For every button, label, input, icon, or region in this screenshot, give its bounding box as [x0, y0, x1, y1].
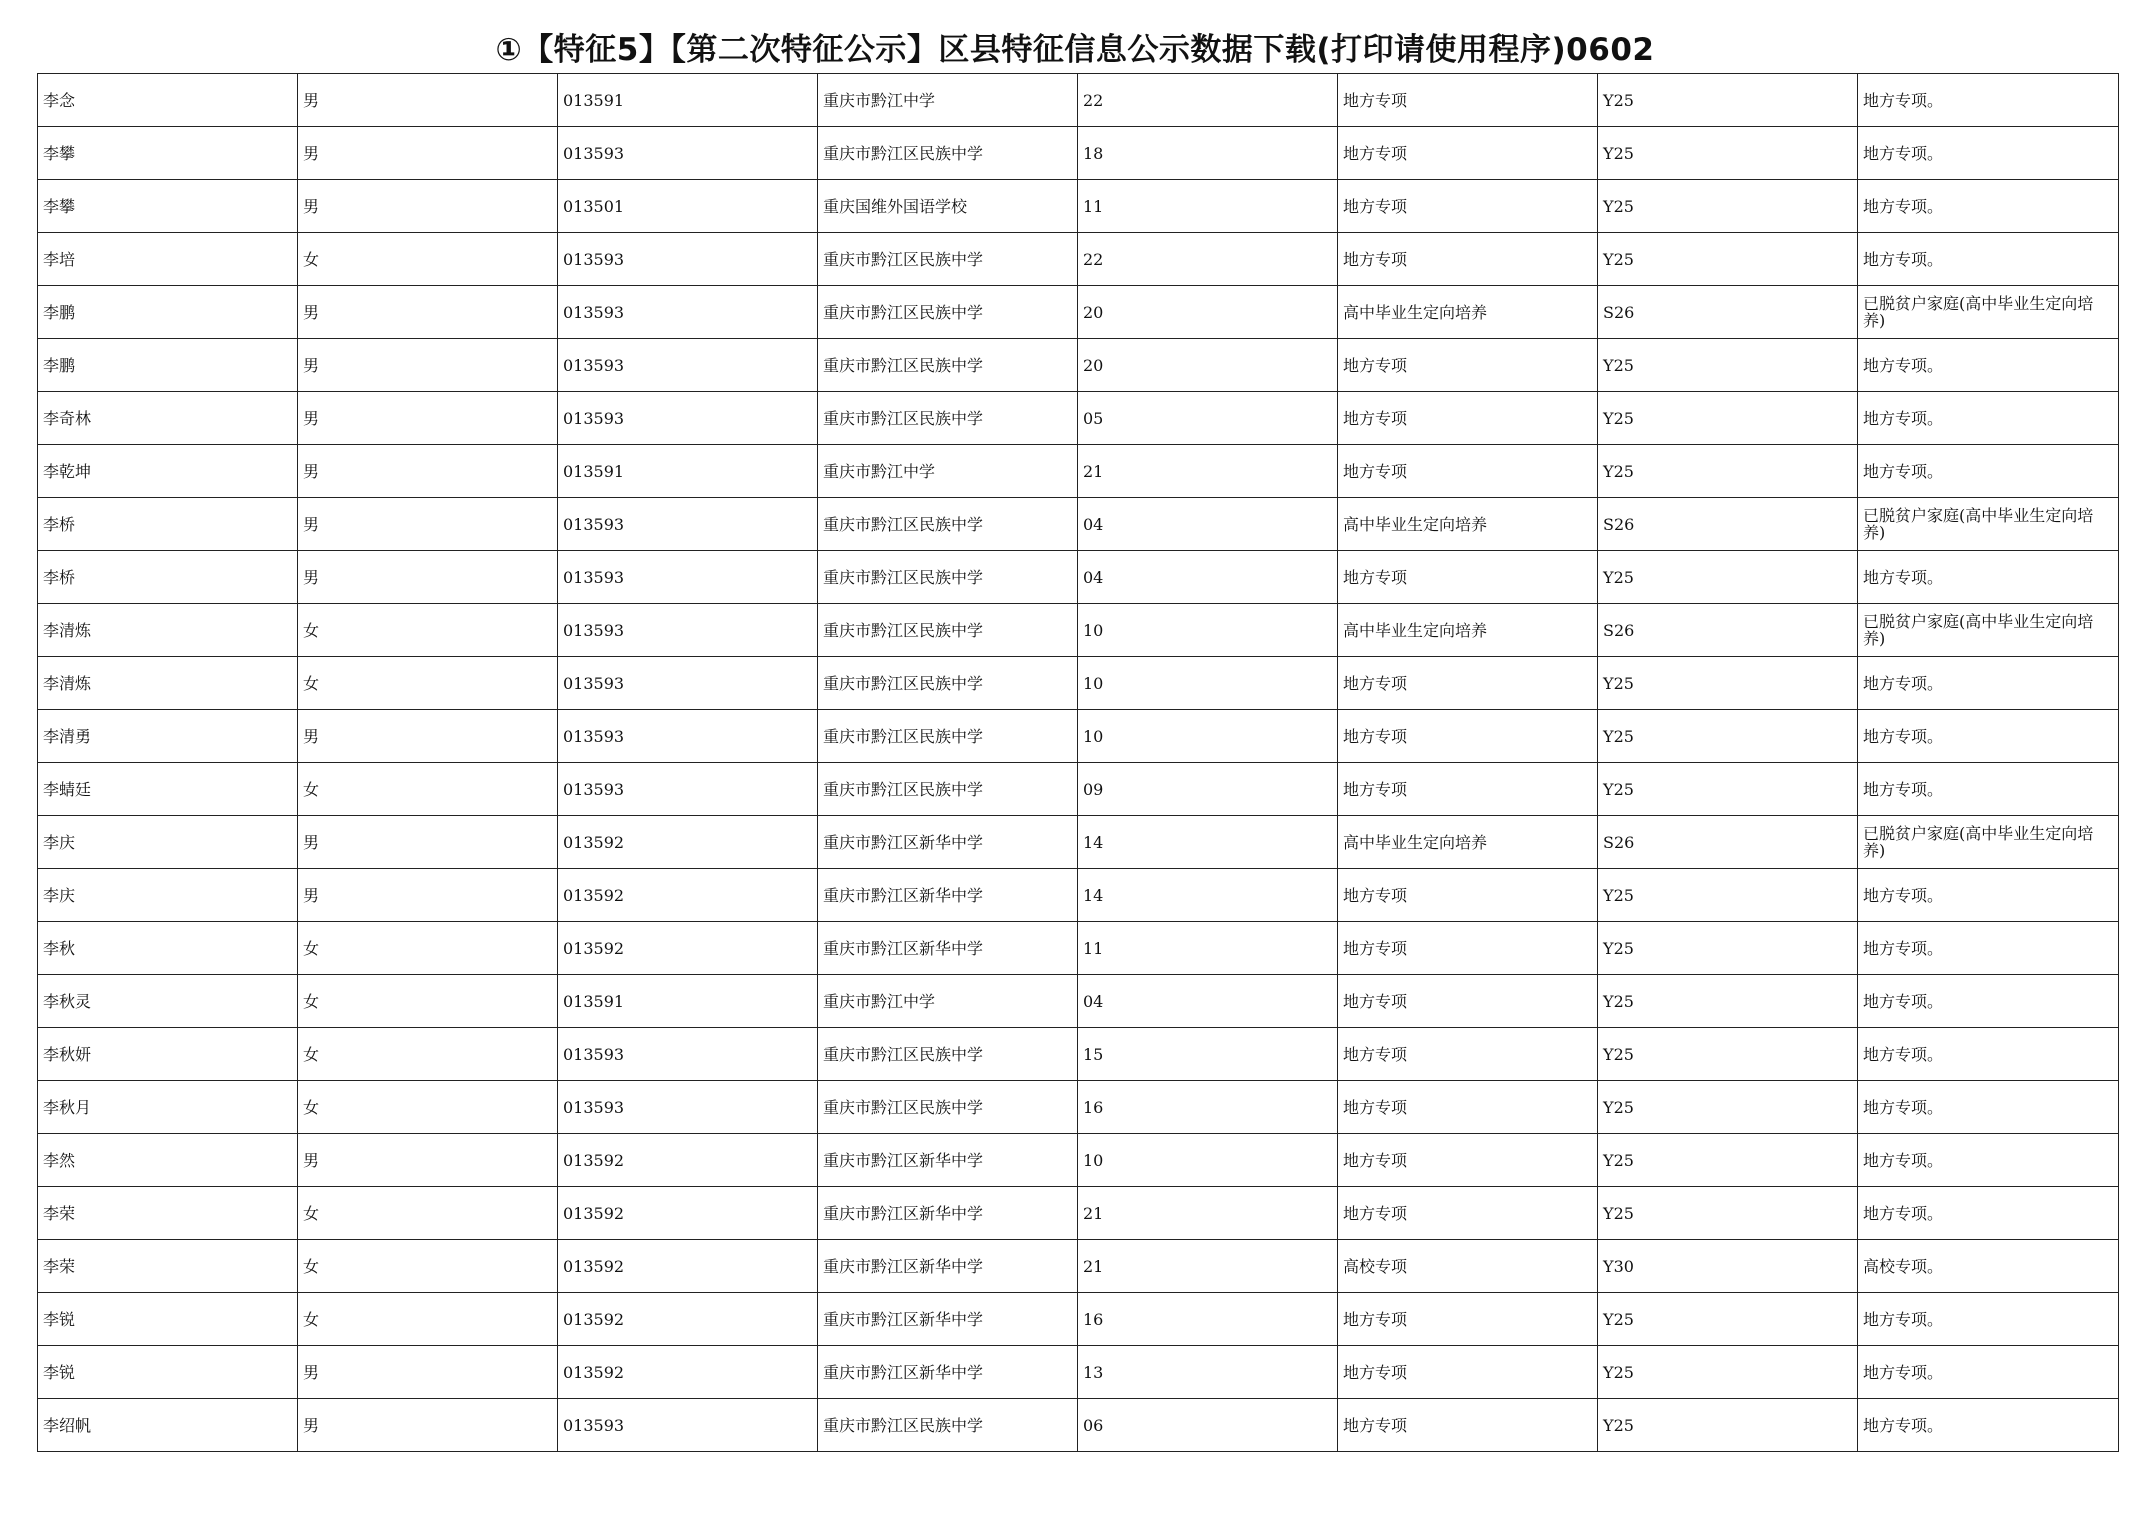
category-code-cell: Y25 — [1598, 922, 1858, 975]
class-cell: 10 — [1078, 1134, 1338, 1187]
gender-cell: 女 — [298, 657, 558, 710]
name-cell: 李庆 — [38, 869, 298, 922]
name-cell: 李锐 — [38, 1346, 298, 1399]
category-cell: 地方专项 — [1338, 339, 1598, 392]
category-code-cell: Y25 — [1598, 1187, 1858, 1240]
category-cell: 高中毕业生定向培养 — [1338, 286, 1598, 339]
category-cell: 高中毕业生定向培养 — [1338, 498, 1598, 551]
category-code-cell: S26 — [1598, 816, 1858, 869]
school-name-cell: 重庆市黔江区新华中学 — [818, 869, 1078, 922]
name-cell: 李鹏 — [38, 286, 298, 339]
category-code-cell: Y25 — [1598, 1293, 1858, 1346]
table-row — [38, 657, 2119, 710]
school-code-cell: 013592 — [558, 1346, 818, 1399]
category-cell: 地方专项 — [1338, 763, 1598, 816]
remark-cell: 地方专项。 — [1858, 1134, 2119, 1187]
class-cell: 20 — [1078, 286, 1338, 339]
category-code-cell: Y25 — [1598, 657, 1858, 710]
table-row — [38, 1399, 2119, 1452]
school-code-cell: 013593 — [558, 233, 818, 286]
school-code-cell: 013591 — [558, 975, 818, 1028]
table-row — [38, 498, 2119, 551]
category-cell: 地方专项 — [1338, 127, 1598, 180]
category-code-cell: Y25 — [1598, 233, 1858, 286]
school-name-cell: 重庆市黔江区民族中学 — [818, 551, 1078, 604]
school-code-cell: 013593 — [558, 498, 818, 551]
remark-cell: 已脱贫户家庭(高中毕业生定向培养) — [1858, 286, 2119, 339]
remark-cell: 地方专项。 — [1858, 1399, 2119, 1452]
category-code-cell: Y25 — [1598, 1399, 1858, 1452]
school-code-cell: 013592 — [558, 1187, 818, 1240]
gender-cell: 女 — [298, 1028, 558, 1081]
name-cell: 李桥 — [38, 498, 298, 551]
name-cell: 李桥 — [38, 551, 298, 604]
category-code-cell: Y30 — [1598, 1240, 1858, 1293]
category-code-cell: Y25 — [1598, 339, 1858, 392]
school-code-cell: 013501 — [558, 180, 818, 233]
remark-cell: 地方专项。 — [1858, 657, 2119, 710]
school-code-cell: 013591 — [558, 74, 818, 127]
class-cell: 14 — [1078, 869, 1338, 922]
category-code-cell: Y25 — [1598, 1028, 1858, 1081]
remark-cell: 地方专项。 — [1858, 445, 2119, 498]
gender-cell: 女 — [298, 604, 558, 657]
table-row — [38, 1346, 2119, 1399]
table-row — [38, 922, 2119, 975]
table-row — [38, 1293, 2119, 1346]
class-cell: 21 — [1078, 445, 1338, 498]
remark-cell: 地方专项。 — [1858, 922, 2119, 975]
gender-cell: 女 — [298, 1081, 558, 1134]
gender-cell: 男 — [298, 180, 558, 233]
category-code-cell: Y25 — [1598, 1081, 1858, 1134]
table-row — [38, 816, 2119, 869]
table-row — [38, 445, 2119, 498]
class-cell: 16 — [1078, 1293, 1338, 1346]
name-cell: 李奇林 — [38, 392, 298, 445]
category-cell: 地方专项 — [1338, 1293, 1598, 1346]
school-code-cell: 013593 — [558, 657, 818, 710]
remark-cell: 地方专项。 — [1858, 127, 2119, 180]
name-cell: 李秋 — [38, 922, 298, 975]
name-cell: 李庆 — [38, 816, 298, 869]
category-cell: 高校专项 — [1338, 1240, 1598, 1293]
school-name-cell: 重庆市黔江区民族中学 — [818, 286, 1078, 339]
school-code-cell: 013592 — [558, 869, 818, 922]
school-name-cell: 重庆市黔江区新华中学 — [818, 816, 1078, 869]
school-name-cell: 重庆市黔江区民族中学 — [818, 498, 1078, 551]
class-cell: 05 — [1078, 392, 1338, 445]
school-code-cell: 013592 — [558, 1293, 818, 1346]
category-cell: 地方专项 — [1338, 1346, 1598, 1399]
gender-cell: 男 — [298, 74, 558, 127]
category-code-cell: Y25 — [1598, 763, 1858, 816]
remark-cell: 地方专项。 — [1858, 869, 2119, 922]
school-name-cell: 重庆市黔江区民族中学 — [818, 233, 1078, 286]
table-body — [38, 74, 2119, 1452]
table-row — [38, 1081, 2119, 1134]
gender-cell: 女 — [298, 922, 558, 975]
school-name-cell: 重庆市黔江区民族中学 — [818, 1399, 1078, 1452]
class-cell: 04 — [1078, 975, 1338, 1028]
gender-cell: 男 — [298, 339, 558, 392]
category-code-cell: Y25 — [1598, 392, 1858, 445]
school-code-cell: 013593 — [558, 763, 818, 816]
table-row — [38, 604, 2119, 657]
school-name-cell: 重庆国维外国语学校 — [818, 180, 1078, 233]
class-cell: 11 — [1078, 922, 1338, 975]
class-cell: 09 — [1078, 763, 1338, 816]
remark-cell: 地方专项。 — [1858, 1293, 2119, 1346]
table-row — [38, 869, 2119, 922]
category-cell: 地方专项 — [1338, 551, 1598, 604]
school-code-cell: 013593 — [558, 127, 818, 180]
school-code-cell: 013592 — [558, 1134, 818, 1187]
school-code-cell: 013593 — [558, 392, 818, 445]
category-code-cell: Y25 — [1598, 869, 1858, 922]
remark-cell: 已脱贫户家庭(高中毕业生定向培养) — [1858, 816, 2119, 869]
category-cell: 地方专项 — [1338, 1134, 1598, 1187]
school-name-cell: 重庆市黔江区新华中学 — [818, 1293, 1078, 1346]
category-cell: 地方专项 — [1338, 1028, 1598, 1081]
gender-cell: 男 — [298, 869, 558, 922]
class-cell: 22 — [1078, 233, 1338, 286]
category-cell: 高中毕业生定向培养 — [1338, 816, 1598, 869]
school-code-cell: 013592 — [558, 1240, 818, 1293]
class-cell: 21 — [1078, 1240, 1338, 1293]
category-code-cell: Y25 — [1598, 1134, 1858, 1187]
table-row — [38, 1240, 2119, 1293]
gender-cell: 男 — [298, 1134, 558, 1187]
class-cell: 22 — [1078, 74, 1338, 127]
name-cell: 李锐 — [38, 1293, 298, 1346]
school-name-cell: 重庆市黔江区新华中学 — [818, 1240, 1078, 1293]
category-code-cell: Y25 — [1598, 975, 1858, 1028]
class-cell: 11 — [1078, 180, 1338, 233]
name-cell: 李乾坤 — [38, 445, 298, 498]
class-cell: 18 — [1078, 127, 1338, 180]
remark-cell: 已脱贫户家庭(高中毕业生定向培养) — [1858, 604, 2119, 657]
category-code-cell: S26 — [1598, 604, 1858, 657]
name-cell: 李秋妍 — [38, 1028, 298, 1081]
category-code-cell: Y25 — [1598, 74, 1858, 127]
category-code-cell: Y25 — [1598, 1346, 1858, 1399]
school-name-cell: 重庆市黔江区新华中学 — [818, 1187, 1078, 1240]
school-name-cell: 重庆市黔江中学 — [818, 445, 1078, 498]
remark-cell: 地方专项。 — [1858, 710, 2119, 763]
class-cell: 04 — [1078, 551, 1338, 604]
table-row — [38, 339, 2119, 392]
gender-cell: 女 — [298, 1293, 558, 1346]
gender-cell: 男 — [298, 498, 558, 551]
remark-cell: 地方专项。 — [1858, 392, 2119, 445]
category-cell: 地方专项 — [1338, 1081, 1598, 1134]
table-row — [38, 1134, 2119, 1187]
name-cell: 李清炼 — [38, 657, 298, 710]
gender-cell: 男 — [298, 1346, 558, 1399]
gender-cell: 男 — [298, 127, 558, 180]
remark-cell: 地方专项。 — [1858, 1028, 2119, 1081]
school-code-cell: 013593 — [558, 339, 818, 392]
class-cell: 10 — [1078, 710, 1338, 763]
name-cell: 李荣 — [38, 1240, 298, 1293]
name-cell: 李攀 — [38, 127, 298, 180]
school-name-cell: 重庆市黔江中学 — [818, 74, 1078, 127]
class-cell: 10 — [1078, 604, 1338, 657]
name-cell: 李清炼 — [38, 604, 298, 657]
table-row — [38, 551, 2119, 604]
category-cell: 地方专项 — [1338, 975, 1598, 1028]
school-code-cell: 013593 — [558, 1081, 818, 1134]
gender-cell: 女 — [298, 975, 558, 1028]
class-cell: 21 — [1078, 1187, 1338, 1240]
name-cell: 李清勇 — [38, 710, 298, 763]
category-cell: 地方专项 — [1338, 445, 1598, 498]
class-cell: 15 — [1078, 1028, 1338, 1081]
category-cell: 地方专项 — [1338, 922, 1598, 975]
gender-cell: 男 — [298, 445, 558, 498]
class-cell: 04 — [1078, 498, 1338, 551]
table-row — [38, 975, 2119, 1028]
category-code-cell: Y25 — [1598, 445, 1858, 498]
school-name-cell: 重庆市黔江区民族中学 — [818, 392, 1078, 445]
school-name-cell: 重庆市黔江区新华中学 — [818, 922, 1078, 975]
name-cell: 李念 — [38, 74, 298, 127]
category-cell: 地方专项 — [1338, 180, 1598, 233]
school-name-cell: 重庆市黔江区民族中学 — [818, 339, 1078, 392]
remark-cell: 地方专项。 — [1858, 1346, 2119, 1399]
category-cell: 地方专项 — [1338, 710, 1598, 763]
school-code-cell: 013593 — [558, 1028, 818, 1081]
school-name-cell: 重庆市黔江区民族中学 — [818, 1081, 1078, 1134]
category-cell: 地方专项 — [1338, 1187, 1598, 1240]
table-row — [38, 74, 2119, 127]
class-cell: 13 — [1078, 1346, 1338, 1399]
category-cell: 地方专项 — [1338, 74, 1598, 127]
gender-cell: 女 — [298, 1240, 558, 1293]
school-code-cell: 013593 — [558, 1399, 818, 1452]
category-code-cell: S26 — [1598, 286, 1858, 339]
name-cell: 李绍帆 — [38, 1399, 298, 1452]
name-cell: 李然 — [38, 1134, 298, 1187]
remark-cell: 地方专项。 — [1858, 975, 2119, 1028]
school-name-cell: 重庆市黔江区民族中学 — [818, 763, 1078, 816]
school-code-cell: 013591 — [558, 445, 818, 498]
category-code-cell: Y25 — [1598, 180, 1858, 233]
category-cell: 地方专项 — [1338, 392, 1598, 445]
name-cell: 李培 — [38, 233, 298, 286]
category-cell: 地方专项 — [1338, 657, 1598, 710]
table-row — [38, 763, 2119, 816]
name-cell: 李攀 — [38, 180, 298, 233]
category-code-cell: Y25 — [1598, 710, 1858, 763]
name-cell: 李秋灵 — [38, 975, 298, 1028]
name-cell: 李蜻廷 — [38, 763, 298, 816]
table-row — [38, 392, 2119, 445]
remark-cell: 已脱贫户家庭(高中毕业生定向培养) — [1858, 498, 2119, 551]
school-name-cell: 重庆市黔江中学 — [818, 975, 1078, 1028]
table-row — [38, 1028, 2119, 1081]
class-cell: 10 — [1078, 657, 1338, 710]
class-cell: 16 — [1078, 1081, 1338, 1134]
remark-cell: 地方专项。 — [1858, 339, 2119, 392]
remark-cell: 地方专项。 — [1858, 1081, 2119, 1134]
school-name-cell: 重庆市黔江区民族中学 — [818, 657, 1078, 710]
table-row — [38, 286, 2119, 339]
category-cell: 高中毕业生定向培养 — [1338, 604, 1598, 657]
category-code-cell: S26 — [1598, 498, 1858, 551]
name-cell: 李荣 — [38, 1187, 298, 1240]
school-name-cell: 重庆市黔江区民族中学 — [818, 127, 1078, 180]
remark-cell: 地方专项。 — [1858, 551, 2119, 604]
category-cell: 地方专项 — [1338, 1399, 1598, 1452]
school-code-cell: 013593 — [558, 551, 818, 604]
remark-cell: 地方专项。 — [1858, 180, 2119, 233]
remark-cell: 地方专项。 — [1858, 74, 2119, 127]
school-code-cell: 013593 — [558, 710, 818, 763]
table-row — [38, 233, 2119, 286]
class-cell: 20 — [1078, 339, 1338, 392]
gender-cell: 女 — [298, 763, 558, 816]
gender-cell: 女 — [298, 233, 558, 286]
school-code-cell: 013593 — [558, 604, 818, 657]
table-row — [38, 1187, 2119, 1240]
school-name-cell: 重庆市黔江区民族中学 — [818, 710, 1078, 763]
name-cell: 李秋月 — [38, 1081, 298, 1134]
remark-cell: 高校专项。 — [1858, 1240, 2119, 1293]
class-cell: 14 — [1078, 816, 1338, 869]
gender-cell: 男 — [298, 710, 558, 763]
gender-cell: 男 — [298, 816, 558, 869]
category-cell: 地方专项 — [1338, 869, 1598, 922]
school-name-cell: 重庆市黔江区新华中学 — [818, 1346, 1078, 1399]
school-name-cell: 重庆市黔江区新华中学 — [818, 1134, 1078, 1187]
table-row — [38, 180, 2119, 233]
school-code-cell: 013592 — [558, 816, 818, 869]
category-code-cell: Y25 — [1598, 551, 1858, 604]
class-cell: 06 — [1078, 1399, 1338, 1452]
category-cell: 地方专项 — [1338, 233, 1598, 286]
table-row — [38, 127, 2119, 180]
gender-cell: 女 — [298, 1187, 558, 1240]
gender-cell: 男 — [298, 392, 558, 445]
gender-cell: 男 — [298, 551, 558, 604]
school-name-cell: 重庆市黔江区民族中学 — [818, 604, 1078, 657]
page-title: ①【特征5】【第二次特征公示】区县特征信息公示数据下载(打印请使用程序)0602 — [495, 32, 1655, 68]
remark-cell: 地方专项。 — [1858, 1187, 2119, 1240]
remark-cell: 地方专项。 — [1858, 763, 2119, 816]
remark-cell: 地方专项。 — [1858, 233, 2119, 286]
school-code-cell: 013593 — [558, 286, 818, 339]
gender-cell: 男 — [298, 286, 558, 339]
gender-cell: 男 — [298, 1399, 558, 1452]
data-table — [37, 73, 2119, 1452]
name-cell: 李鹏 — [38, 339, 298, 392]
table-row — [38, 710, 2119, 763]
category-code-cell: Y25 — [1598, 127, 1858, 180]
school-name-cell: 重庆市黔江区民族中学 — [818, 1028, 1078, 1081]
school-code-cell: 013592 — [558, 922, 818, 975]
